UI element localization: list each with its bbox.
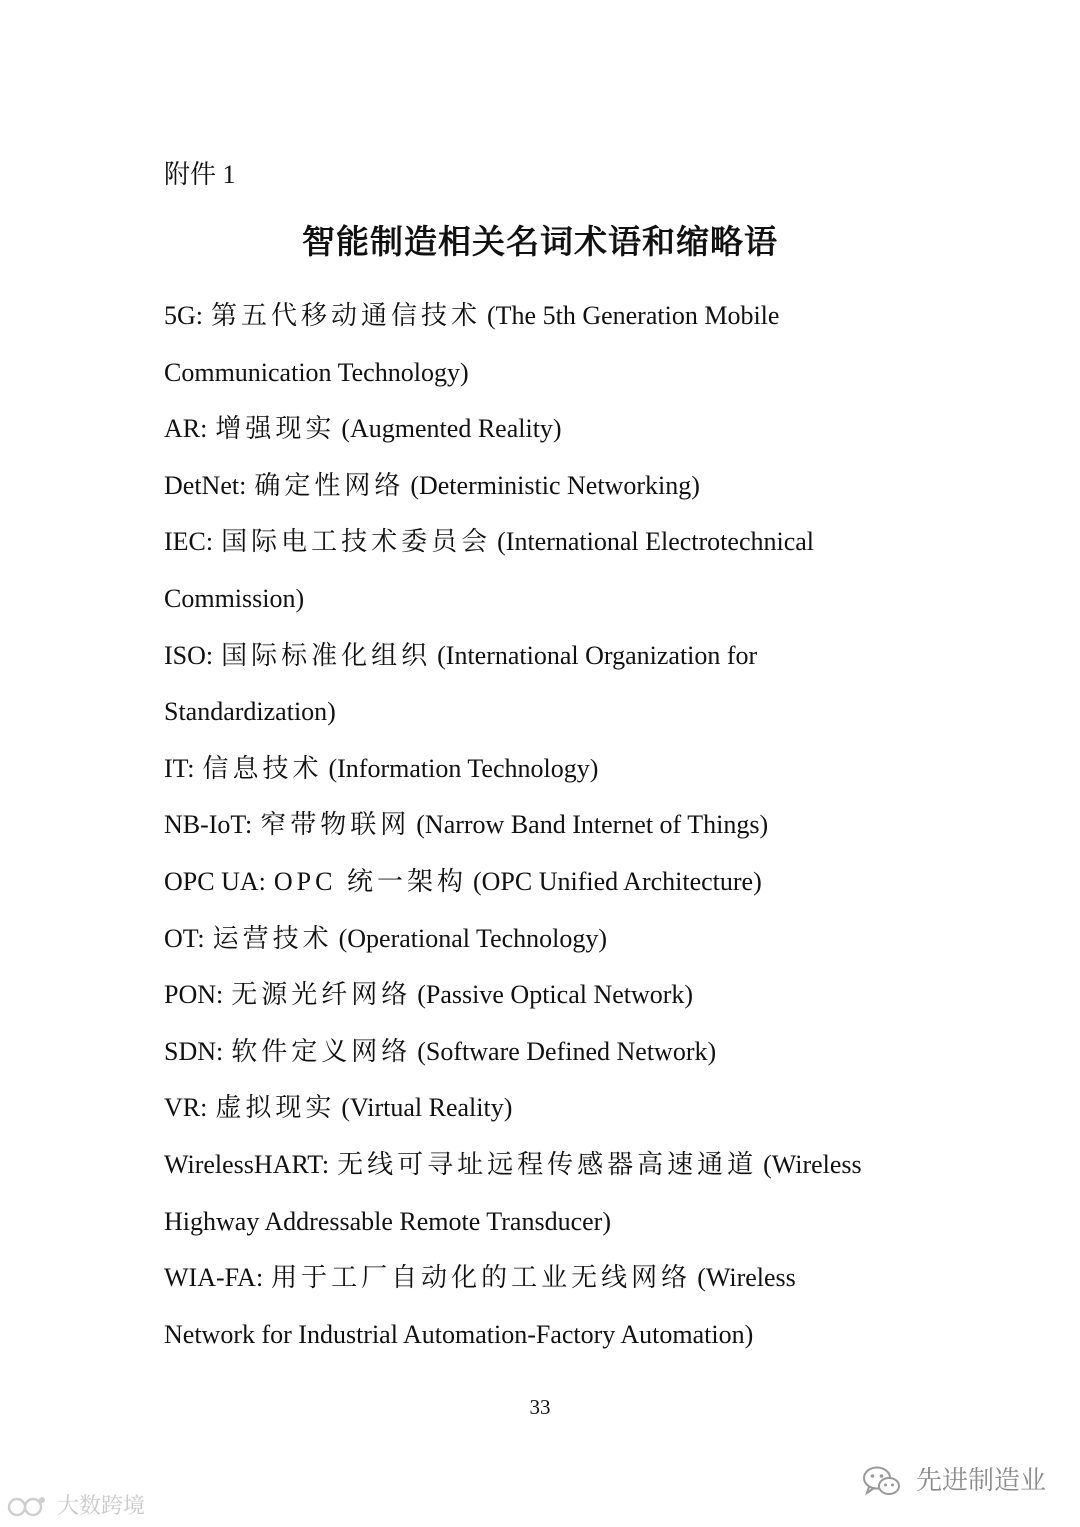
term-line	[164, 797, 924, 854]
attachment-label: 附件 1	[164, 160, 236, 189]
term-line	[164, 854, 924, 911]
term-abbreviation: OPC UA:	[164, 866, 266, 896]
term-line	[164, 741, 924, 798]
term-continuation: Network for Industrial Automation-Factory Automation)	[164, 1319, 754, 1349]
term-english: (The 5th Generation Mobile	[487, 301, 780, 330]
term-abbreviation: OT:	[164, 923, 205, 953]
term-abbreviation: WIA-FA:	[164, 1263, 264, 1293]
term-line	[164, 911, 924, 968]
term-abbreviation: ISO:	[164, 640, 214, 670]
term-continuation: Communication Technology)	[164, 357, 469, 387]
term-continuation: Commission)	[164, 583, 305, 613]
watermark-logo-icon	[6, 1494, 48, 1520]
term-chinese: 确定性网络	[254, 470, 405, 500]
term-chinese: OPC 统一架构	[273, 866, 467, 896]
watermark-right	[862, 1463, 1046, 1499]
term-chinese: 无源光纤网络	[231, 980, 412, 1010]
term-english: (Operational Technology)	[338, 923, 608, 953]
term-english: (OPC Unified Architecture)	[472, 866, 762, 896]
terms-list	[164, 288, 924, 1363]
term-english: (Information Technology)	[328, 753, 599, 783]
term-line	[164, 401, 924, 458]
term-line	[164, 1250, 924, 1307]
term-english: (Passive Optical Network)	[417, 980, 694, 1010]
term-chinese: 增强现实	[215, 414, 336, 444]
term-line	[164, 967, 924, 1024]
watermark-left	[6, 1492, 145, 1522]
term-chinese: 信息技术	[202, 753, 323, 783]
term-abbreviation: 5G:	[164, 301, 203, 330]
term-chinese: 第五代移动通信技术	[211, 301, 482, 330]
term-english: (Software Defined Network)	[417, 1036, 717, 1066]
watermark-right-text: 先进制造业	[915, 1466, 1046, 1496]
term-english: (Wireless	[763, 1149, 862, 1179]
term-chinese: 国际电工技术委员会	[221, 527, 492, 557]
term-english: (International Organization for	[437, 640, 758, 670]
term-english: (Deterministic Networking)	[410, 470, 700, 500]
term-line	[164, 1024, 924, 1081]
page-number: 33	[529, 1395, 551, 1419]
term-abbreviation: SDN:	[164, 1036, 224, 1066]
term-english: (Wireless	[697, 1263, 796, 1293]
term-english: (Virtual Reality)	[341, 1093, 513, 1123]
term-line	[164, 458, 924, 515]
term-english: (Narrow Band Internet of Things)	[416, 810, 769, 840]
term-chinese: 虚拟现实	[215, 1093, 336, 1123]
term-continuation: Highway Addressable Remote Transducer)	[164, 1206, 611, 1236]
term-abbreviation: NB-IoT:	[164, 810, 253, 840]
term-english: (International Electrotechnical	[497, 527, 815, 557]
term-abbreviation: WirelessHART:	[164, 1149, 330, 1179]
term-line	[164, 288, 924, 345]
term-chinese: 国际标准化组织	[221, 640, 432, 670]
term-chinese: 无线可寻址远程传感器高速通道	[337, 1149, 758, 1179]
term-abbreviation: AR:	[164, 414, 208, 444]
term-abbreviation: DetNet:	[164, 470, 247, 500]
watermark-left-text: 大数跨境	[57, 1494, 146, 1519]
term-abbreviation: PON:	[164, 980, 224, 1010]
wechat-icon	[862, 1465, 902, 1499]
term-chinese: 窄带物联网	[260, 810, 411, 840]
term-abbreviation: IEC:	[164, 527, 214, 557]
term-line	[164, 1080, 924, 1137]
term-english: (Augmented Reality)	[341, 414, 562, 444]
term-line	[164, 514, 924, 571]
page-title: 智能制造相关名词术语和缩略语	[302, 225, 778, 261]
term-abbreviation: VR:	[164, 1093, 208, 1123]
term-chinese: 用于工厂自动化的工业无线网络	[271, 1263, 692, 1293]
term-line	[164, 1137, 924, 1194]
term-abbreviation: IT:	[164, 753, 195, 783]
term-line	[164, 628, 924, 685]
term-chinese: 运营技术	[212, 923, 333, 953]
term-continuation: Standardization)	[164, 697, 336, 727]
term-chinese: 软件定义网络	[231, 1036, 412, 1066]
